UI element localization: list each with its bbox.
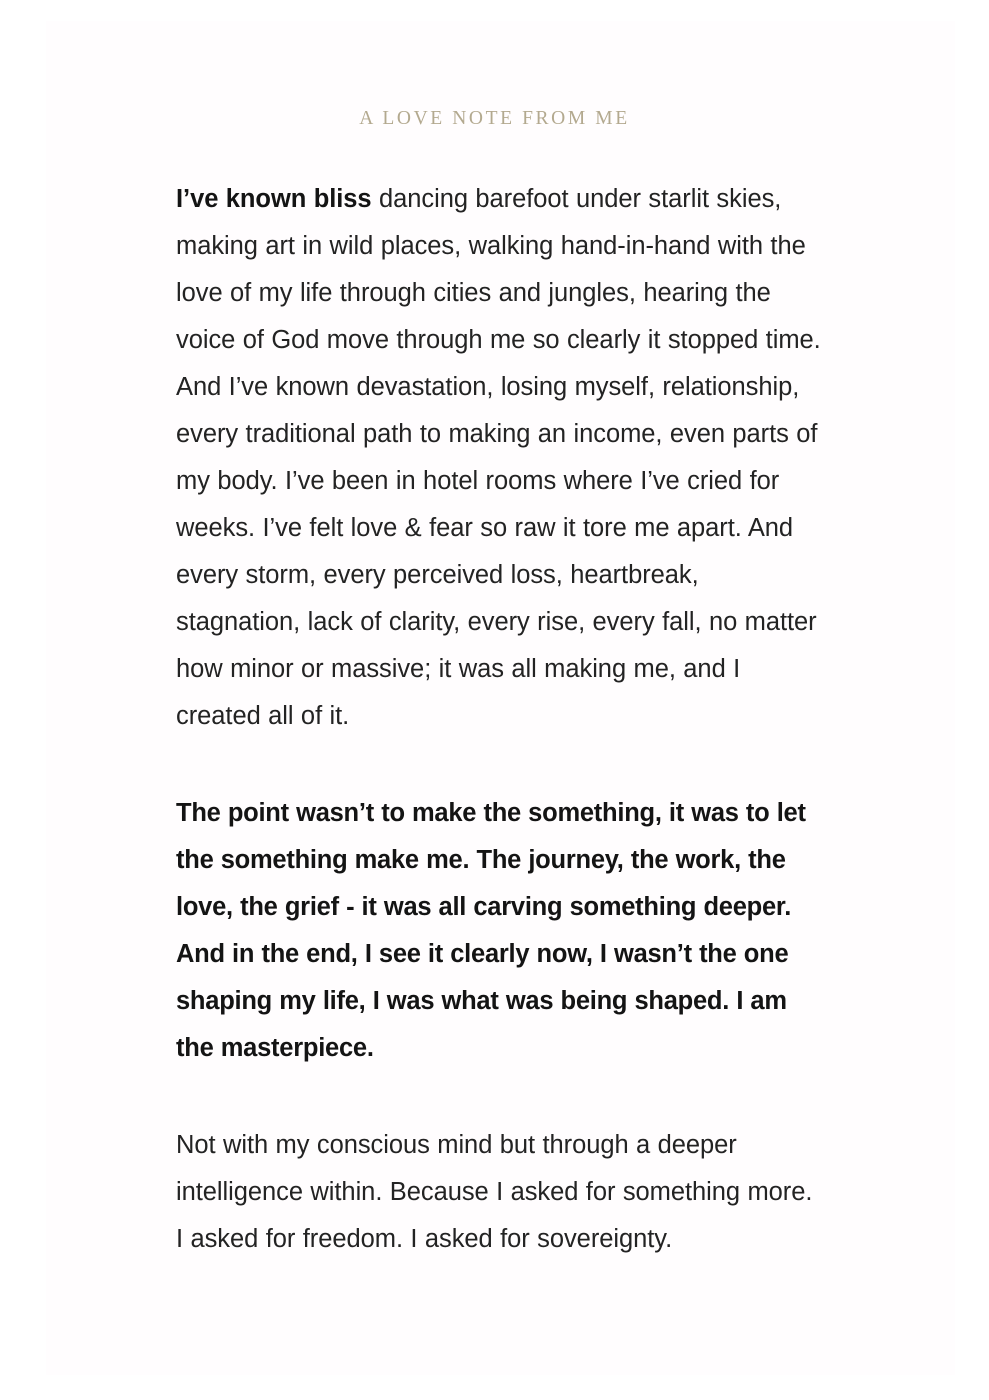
body-text-column xyxy=(176,176,824,1263)
paragraph-two: The point wasn’t to make the something, it was to let the something make me. The journey, the work, the love, the grief - it was all carving something deeper. And in the end, I see it clearly now, I wasn’t the one shaping my life, I was what was being shaped. I am the masterpiece. xyxy=(176,799,806,1062)
paragraph-one-lead-in: I’ve known bliss xyxy=(176,185,372,213)
page-eyebrow-heading: A LOVE NOTE FROM ME xyxy=(359,108,630,129)
paragraph-one xyxy=(176,176,824,740)
paragraph-one-body: dancing barefoot under starlit skies, making art in wild places, walking hand-in-hand with the love of my life through cities and jungles, hearing the voice of God move through me so clearly it stopped time. And I’ve known devastation, losing myself, relationship, every traditional path to making an income, even parts of my body. I’ve been in hotel rooms where I’ve cried for weeks. I’ve felt love & fear so raw it tore me apart. And every storm, every perceived loss, heartbreak, stagnation, lack of clarity, every rise, every fall, no matter how minor or massive; it was all making me, and I created all of it. xyxy=(176,185,821,730)
paragraph-three: Not with my conscious mind but through a deeper intelligence within. Because I asked for something more. I asked for freedom. I asked for sovereignty. xyxy=(176,1131,813,1253)
